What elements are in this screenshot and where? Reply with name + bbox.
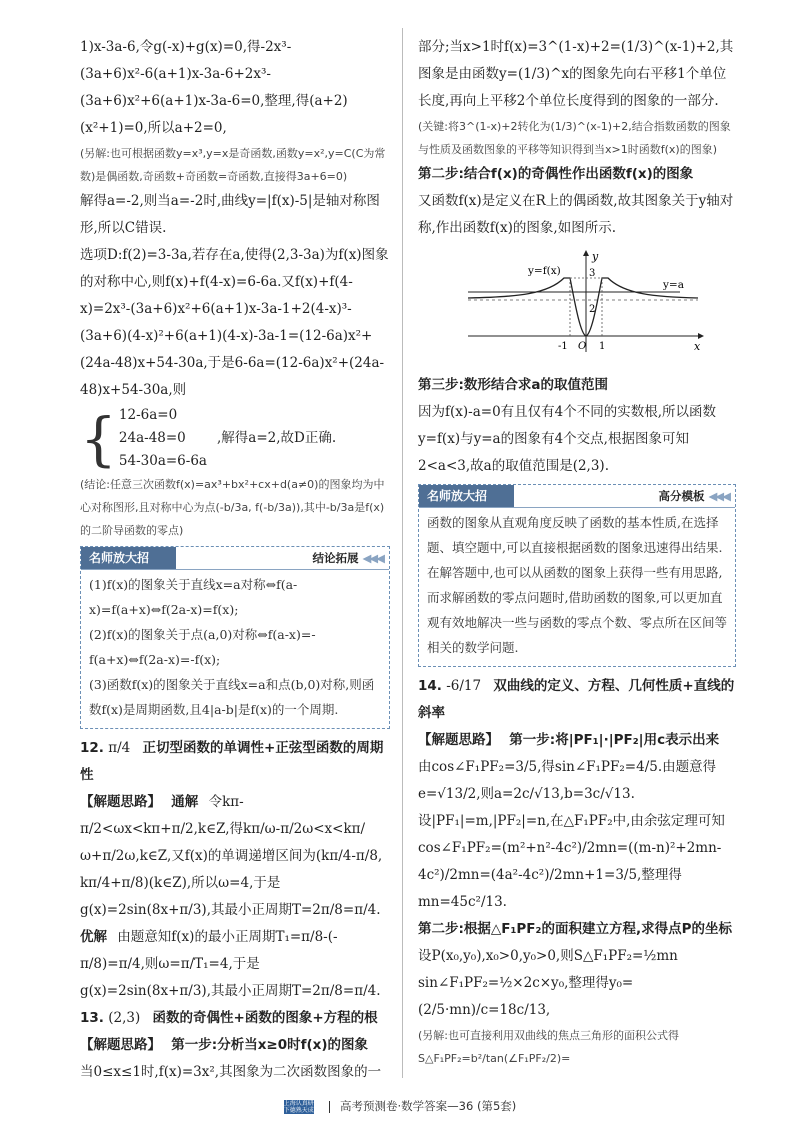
q14-step2-title: 第二步:根据△F₁PF₂的面积建立方程,求得点P的坐标 (418, 921, 732, 937)
q14-heading (418, 673, 736, 727)
tip-box-title (312, 545, 389, 572)
label-3: 3 (589, 268, 596, 279)
q12-topic: 正切型函数的单调性+正弦型函数的周期性 (80, 740, 384, 783)
q12-heading (80, 735, 390, 789)
tick-1: 1 (599, 341, 606, 352)
q12-label: 【解题思路】 (80, 794, 161, 810)
q12-method2-name: 优解 (80, 929, 107, 945)
q14-step1-title: 第一步:将|PF₁|·|PF₂|用c表示出来 (509, 732, 720, 748)
footer-text: 高考预测卷·数学答案—36 (340, 1099, 474, 1113)
q13-heading (80, 1005, 390, 1032)
q13-number: 13. (80, 1010, 104, 1026)
tip-box-template (418, 484, 736, 667)
q14-number: 14. (418, 678, 442, 694)
page-footer (0, 1098, 800, 1114)
q12-method1-name: 通解 (171, 794, 199, 810)
tip-item-1: (1)f(x)的图象关于直线x=a对称⇔f(a-x)=f(a+x)⇔f(2a-x)=f(x); (89, 577, 298, 617)
footer-set: (第5套) (476, 1099, 517, 1113)
tip-item-3: (3)函数f(x)的图象关于直线x=a和点(b,0)对称,则函数f(x)是周期函数,且4|a-b|是f(x)的一个周期. (89, 677, 375, 717)
tip-box-body (419, 508, 735, 662)
q12-method1-text: 令kπ-π/2<ωx<kπ+π/2,k∈Z,得kπ/ω-π/2ω<x<kπ/ω+π/2ω,k∈Z,又f(x)的单调递增区间为(kπ/4-π/8, kπ/4+π/8)(k∈Z),所以ω=4,于是g(x)=2sin(8x+π/3),其最小正周期T=2π/8=π/4. (80, 794, 383, 918)
q13-step2-title: 第二步:结合f(x)的奇偶性作出函数f(x)的图象 (418, 166, 694, 182)
left-note-1: (另解:也可根据函数y=x³,y=x是奇函数,函数y=x²,y=C(C为常数)是偶函数,奇函数+奇函数=奇函数,直接得3a+6=0) (80, 147, 386, 183)
q13-answer: (2,3) (108, 1010, 141, 1026)
equation-3: 54-30a=6-6a (118, 453, 207, 469)
tip-box-header (81, 547, 389, 570)
right-paragraph-1: 部分;当x>1时f(x)=3^(1-x)+2=(1/3)^(x-1)+2,其图象是由函数y=(1/3)^x的图象先向右平移1个单位长度,再向上平移2个单位长度得到的图象的一部分. (418, 39, 734, 109)
q13-text1: 当0≤x≤1时,f(x)=3x²,其图象为二次函数图象的一 (80, 1064, 382, 1080)
y-axis-label: y (592, 250, 599, 263)
x-axis-arrow-icon (698, 333, 704, 339)
right-paragraph-3: 因为f(x)-a=0有且仅有4个不同的实数根,所以函数y=f(x)与y=a的图象有4个交点,根据图象可知2<a<3,故a的取值范围是(2,3). (418, 404, 717, 474)
tip-box-title (658, 483, 735, 510)
q14-text2: 设P(x₀,y₀),x₀>0,y₀>0,则S△F₁PF₂=½mn sin∠F₁PF₂=½×2c×y₀,整理得y₀=(2/5·mn)/c=18c/13, (418, 948, 678, 1018)
q14-answer: -6/17 (446, 678, 482, 694)
tip-text: 函数的图象从直观角度反映了函数的基本性质,在选择题、填空题中,可以直接根据函数的图象迅速得出结果.在解答题中,也可以从函数的图象上获得一些有用思路,而求解函数的零点问题时,借助函数的图象,可以更加直观有效地解决一些与函数的零点个数、零点所在区间等相关的数学问题. (427, 515, 728, 655)
tip-box-title-text: 高分模板 (658, 488, 705, 503)
curve-label: y=f(x) (528, 265, 561, 277)
tick-neg1: -1 (558, 341, 568, 352)
q12-method1 (80, 789, 390, 924)
tip-box-tag: 名师放大招 (427, 488, 488, 503)
equation-system (80, 404, 390, 473)
tick-origin: O (578, 341, 587, 352)
right-paragraph-2: 又函数f(x)是定义在R上的偶函数,故其图象关于y轴对称,作出函数f(x)的图象,如图所示. (418, 193, 734, 236)
label-2: 2 (589, 304, 596, 315)
q14-topic: 双曲线的定义、方程、几何性质+直线的斜率 (418, 678, 735, 721)
tip-box-conclusion (80, 546, 390, 729)
q13-label: 【解题思路】 (80, 1037, 161, 1053)
q12-method2 (80, 924, 390, 1005)
tip-box-tag: 名师放大招 (89, 550, 150, 565)
q13-step1 (80, 1032, 390, 1059)
triangle-arrows-icon: ◀◀◀ (362, 550, 383, 565)
left-paragraph-2: 解得a=-2,则当a=-2时,曲线y=|f(x)-5|是轴对称图形,所以C错误. (80, 193, 380, 236)
column-divider (402, 28, 403, 1078)
function-graph (458, 248, 708, 358)
x-axis-label: x (694, 340, 701, 353)
q13-topic: 函数的奇偶性+函数的图象+方程的根 (152, 1010, 378, 1026)
q14-label: 【解题思路】 (418, 732, 499, 748)
q14-note: (另解:也可直接利用双曲线的焦点三角形的面积公式得S△F₁PF₂=b²/tan(∠F₁PF₂/2)= (418, 1029, 679, 1065)
cubic-conclusion-note: (结论:任意三次函数f(x)=ax³+bx²+cx+d(a≠0)的图象均为中心对称图形,且对称中心为点(-b/3a, f(-b/3a)),其中-b/3a是f(x)的二阶导函数的零点) (80, 478, 385, 537)
tip-item-2: (2)f(x)的图象关于点(a,0)对称⇔f(a-x)=-f(a+x)⇔f(2a-x)=-f(x); (89, 627, 316, 667)
q13-step3-title: 第三步:数形结合求a的取值范围 (418, 377, 609, 393)
tip-box-header (419, 485, 735, 508)
q14-text1: 由cos∠F₁PF₂=3/5,得sin∠F₁PF₂=4/5.由题意得e=√13/2,则a=2c/√13,b=3c/√13.设|PF₁|=m,|PF₂|=n,在△F₁PF₂中,由余弦定理可知cos∠F₁PF₂=(m²+n²-4c²)/2mn=((m-n)²+2mn-4c²)/2mn=(4a²-4c²)/2mn+1=3/5,整理得mn=45c²/13. (418, 759, 725, 910)
left-paragraph-3: 选项D:f(2)=3-3a,若存在a,使得(2,3-3a)为f(x)图象的对称中心,则f(x)+f(4-x)=6-6a.又f(x)+f(4-x)=2x³-(3a+6)x²+6(a+1)x-3a-1+2(4-x)³-(3a+6)(4-x)²+6(a+1)(4-x)-3a-1=(12-6a)x²+(24a-48)x+54-30a,于是6-6a=(12-6a)x²+(24a-48)x+54-30a,则 (80, 247, 389, 398)
line-label: y=a (663, 279, 684, 291)
tip-box-body (81, 570, 389, 724)
q12-number: 12. (80, 740, 104, 756)
publisher-logo: 上海认真研 下德熟天成 (283, 1099, 314, 1114)
y-axis-arrow-icon (583, 250, 589, 256)
q13-step1-title: 第一步:分析当x≥0时f(x)的图象 (171, 1037, 369, 1053)
q12-answer: π/4 (108, 740, 131, 756)
triangle-arrows-icon: ◀◀◀ (708, 488, 729, 503)
left-column (80, 34, 390, 1086)
equation-2: 24a-48=0 (118, 430, 186, 446)
right-column (418, 34, 736, 1070)
footer-separator (329, 1101, 330, 1113)
system-result: ,解得a=2,故D正确. (216, 430, 337, 446)
q12-method2-text: 由题意知f(x)的最小正周期T₁=π/8-(-π/8)=π/4,则ω=π/T₁=4,于是g(x)=2sin(8x+π/3),其最小正周期T=2π/8=π/4. (80, 929, 381, 999)
right-note-1: (关键:将3^(1-x)+2转化为(1/3)^(x-1)+2,结合指数函数的图象与性质及函数图象的平移等知识得到当x>1时函数f(x)的图象) (418, 120, 731, 156)
brace-symbol: { (80, 404, 117, 473)
tip-box-title-text: 结论拓展 (312, 550, 359, 565)
equation-1: 12-6a=0 (118, 407, 178, 423)
q14-step1 (418, 727, 736, 754)
left-paragraph-1: 1)x-3a-6,令g(-x)+g(x)=0,得-2x³-(3a+6)x²-6(a+1)x-3a-6+2x³-(3a+6)x²+6(a+1)x-3a-6=0,整理,得(a+2)(x²+1)=0,所以a+2=0, (80, 39, 348, 136)
equation-list (119, 404, 207, 473)
